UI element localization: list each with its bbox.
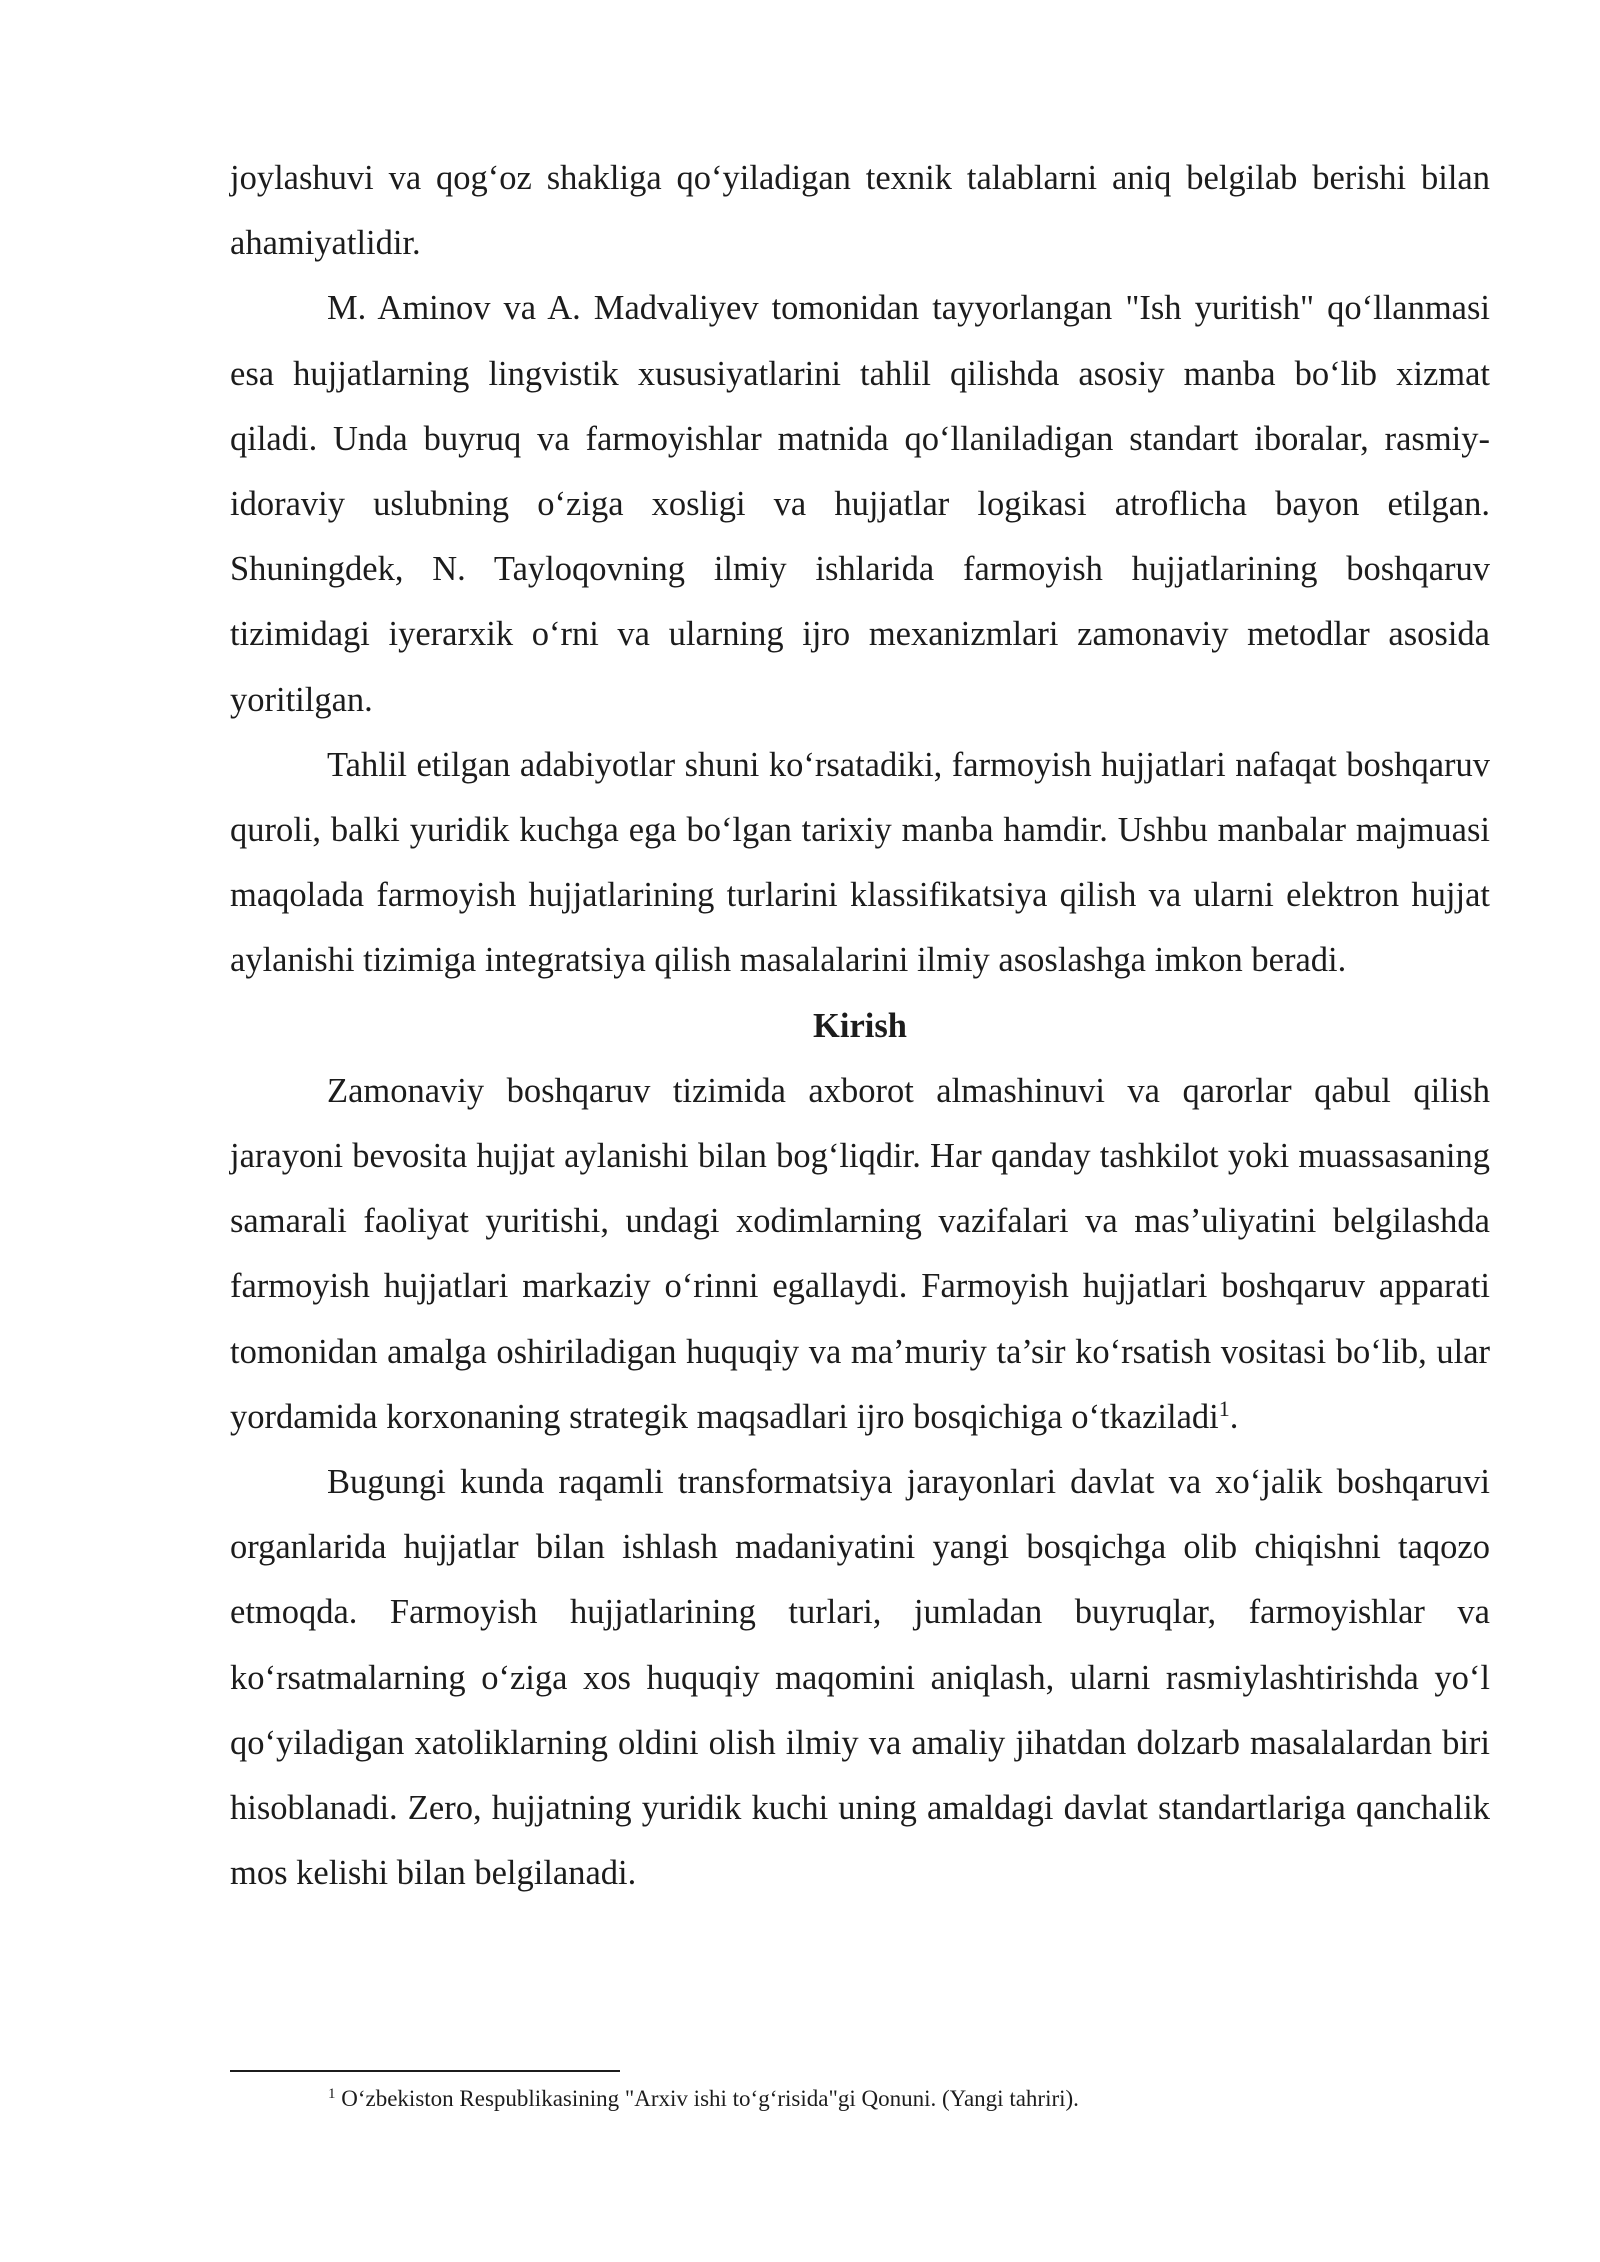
section-heading: Kirish <box>813 1006 907 1045</box>
footnote-reference[interactable]: 1 <box>1218 1395 1230 1421</box>
body-text <box>230 146 1490 1906</box>
paragraph-literature-review: M. Aminov va A. Madvaliyev tomonidan tayyorlangan "Ish yuritish" qo‘llanmasi esa hujjatlarning lingvistik xususiyatlarini tahlil qilishda asosiy manba bo‘lib xizmat qiladi. Unda buyruq va farmoyishlar matnida qo‘llaniladigan standart iboralar, rasmiy-idoraviy uslubning o‘ziga xosligi va hujjatlar logikasi atroflicha bayon etilgan. Shuningdek, N. Tayloqovning ilmiy ishlarida farmoyish hujjatlarining boshqaruv tizimidagi iyerarxik o‘rni va ularning ijro mexanizmlari zamonaviy metodlar asosida yoritilgan. <box>230 289 1490 719</box>
paragraph-literature-summary: Tahlil etilgan adabiyotlar shuni ko‘rsatadiki, farmoyish hujjatlari nafaqat boshqaruv quroli, balki yuridik kuchga ega bo‘lgan tarixiy manba hamdir. Ushbu manbalar majmuasi maqolada farmoyish hujjatlarining turlarini klassifikatsiya qilish va ularni elektron hujjat aylanishi tizimiga integratsiya qilish masalalarini ilmiy asoslashga imkon beradi. <box>230 745 1490 980</box>
footnote <box>328 2084 1478 2114</box>
paragraph-introduction-end: . <box>1229 1397 1239 1436</box>
paragraph-introduction <box>230 1059 1490 1450</box>
footnote-separator <box>230 2070 620 2072</box>
footnote-text: O‘zbekiston Respublikasining "Arxiv ishi to‘g‘risida"gi Qonuni. (Yangi tahriri). <box>335 2086 1079 2111</box>
paragraph-digital-transformation: Bugungi kunda raqamli transformatsiya jarayonlari davlat va xo‘jalik boshqaruvi organlarida hujjatlar bilan ishlash madaniyatini yangi bosqichga olib chiqishni taqozo etmoqda. Farmoyish hujjatlarining turlari, jumladan buyruqlar, farmoyishlar va ko‘rsatmalarning o‘ziga xos huquqiy maqomini aniqlash, ularni rasmiylashtirishda yo‘l qo‘yiladigan xatoliklarning oldini olish ilmiy va amaliy jihatdan dolzarb masalalardan biri hisoblanadi. Zero, hujjatning yuridik kuchi uning amaldagi davlat standartlariga qanchalik mos kelishi bilan belgilanadi. <box>230 1463 1490 1893</box>
paragraph-introduction-text: Zamonaviy boshqaruv tizimida axborot almashinuvi va qarorlar qabul qilish jarayoni bevosita hujjat aylanishi bilan bog‘liqdir. Har qanday tashkilot yoki muassasaning samarali faoliyat yuritishi, undagi xodimlarning vazifalari va mas’uliyatini belgilashda farmoyish hujjatlari markaziy o‘rinni egallaydi. Farmoyish hujjatlari boshqaruv apparati tomonidan amalga oshiriladigan huquqiy va ma’muriy ta’sir ko‘rsatish vositasi bo‘lib, ular yordamida korxonaning strategik maqsadlari ijro bosqichiga o‘tkaziladi <box>230 1071 1490 1436</box>
footnote-marker: 1 <box>328 2086 336 2102</box>
paragraph-continuation: joylashuvi va qog‘oz shakliga qo‘yiladigan texnik talablarni aniq belgilab berishi bilan ahamiyatlidir. <box>230 159 1490 263</box>
